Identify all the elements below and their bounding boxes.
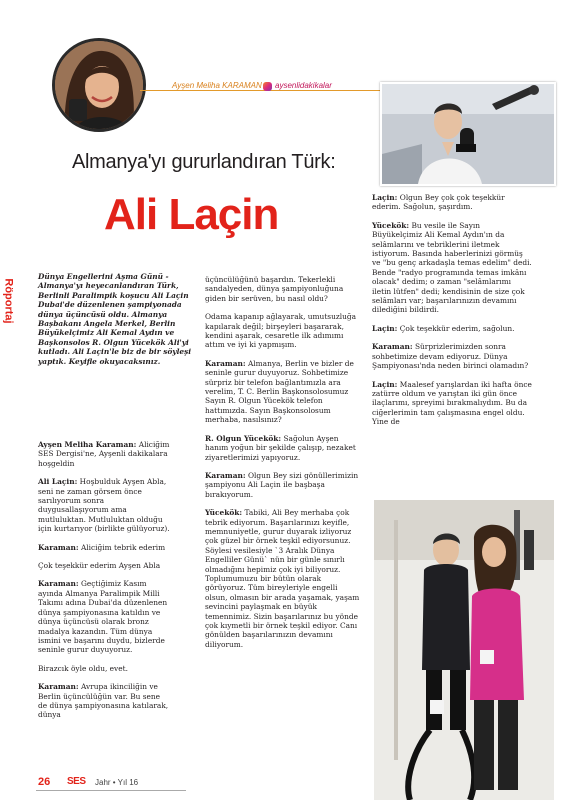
article-title: Ali Laçin bbox=[104, 190, 279, 239]
author-name: Ayşen Meliha KARAMAN bbox=[172, 81, 262, 90]
author-portrait bbox=[52, 38, 146, 132]
footer-rule bbox=[36, 790, 186, 791]
paragraph: Ali Laçin: Hoşbulduk Ayşen Abla, seni ne zaman görsem önce sarılıyorum sonra duygusallaşıyorum ama mutluluktan. Mutluluktan olduğu için kurtarıyor (birlikte gülüyoruz). bbox=[38, 477, 170, 534]
instagram-icon bbox=[263, 82, 272, 91]
paragraph: Yücekök: Bu vesile ile Sayın Büyükelçimiz Ali Kemal Aydın'ın da selâmlarını ve tebriklerini iletmek istiyorum. Basında haberlerinizi görmüş ve "bu genç arkadaşla temas edelim" dedi. Bende "radyo programında temas imkânı olacak" dedim; o zaman "selâmlarımı iletin lütfen" dedi; kendisinin de size çok selâmları var; başarılarınızın devamını dilediğini bildirdi. bbox=[372, 220, 532, 315]
paragraph: Karaman: Avrupa ikinciliğin ve Berlin üçüncülüğün var. Bu sene de dünya şampiyonasına katılarak, dünya bbox=[38, 682, 169, 720]
instagram-handle: aysenlidakikalar bbox=[275, 81, 332, 90]
column-3 bbox=[372, 193, 532, 436]
paragraph: Karaman: Almanya, Berlin ve bizler de seninle gurur duyuyoruz. Sohbetimize sürpriz bir telefon bağlantımızla ara verelim, T. C. Berlin Başkonsolosumuz Sayın R. Olgun Yücekök telefon hattımızda. Sayın Başkonsolosum merhaba, nasılsınız? bbox=[205, 358, 354, 425]
section-label-text: Röportaj bbox=[2, 278, 15, 324]
article-kicker: Almanya'yı gururlandıran Türk: bbox=[72, 151, 336, 173]
paragraph: Laçin: Çok teşekkür ederim, sağolun. bbox=[372, 323, 515, 333]
article-intro: Dünya Engellerini Aşma Günü - Almanya'yı heyecanlandıran Türk, Berlinli Paralimpik koşucu Ali Laçin Dubai'de düzenlenen şampiyonada dünya üçüncüsü oldu. Almanya Başbakanı Angela Merkel, Berlin Büyükelçimiz Ali Kemal Aydın ve Başkonsolos R. Olgun Yücekök Ali'yi kutladı. Ali Laçin'le biz de bir söyleşi yaptık. Keyifle okuyacaksınız. bbox=[38, 272, 192, 366]
paragraph: Çok teşekkür ederim Ayşen Abla bbox=[38, 561, 161, 571]
runners-photo bbox=[374, 500, 554, 800]
paragraph: Odama kapanıp ağlayarak, umutsuzluğa kapılarak değil; birşeyleri başararak, kendini aşarak, cesaretle ilk adımımı attım ve iyi ki yapmışım. bbox=[205, 312, 356, 350]
paragraph: Laçin: Maalesef yarışlardan iki hafta önce zatürre oldum ve yarıştan iki gün önce ilaçlarımı, spreyimi bırakmalıydım. Bu da ciğerlerimin tam çalışmasına engel oldu. Yine de bbox=[372, 379, 532, 427]
paragraph: R. Olgun Yücekök: Sağolun Ayşen hanım yoğun bir şekilde çalışıp, nezaket ziyaretlerimizi yapıyoruz. bbox=[205, 433, 356, 462]
section-label bbox=[2, 273, 20, 333]
paragraph: Birazcık öyle oldu, evet. bbox=[38, 663, 128, 673]
column-1 bbox=[38, 440, 171, 729]
paragraph: Karaman: Sürprizlerimizden sonra sohbetimize devam ediyoruz. Dünya Şampiyonası'nda neden birinci olamadın? bbox=[372, 342, 529, 371]
paragraph: üçüncülüğünü başardın. Tekerlekli sandalyeden, dünya şampiyonluğuna giden bir serüven, bu nasıl oldu? bbox=[205, 275, 344, 303]
paragraph: Laçin: Olgun Bey çok çok teşekkür ederim. Sağolun, şaşırdım. bbox=[372, 193, 505, 212]
studio-photo bbox=[380, 82, 556, 186]
issue-info: Jahr • Yıl 16 bbox=[95, 778, 139, 787]
page-number: 26 bbox=[38, 776, 51, 788]
paragraph: Yücekök: Tabiki, Ali Bey merhaba çok tebrik ediyorum. Başarılarınızı keyifle, memnuniyetle, gurur duyarak izliyoruz çok güzel bir örnek teşkil ediyorsunuz. Söylesi vesilesiyle `3 Aralık Dünya Engelliler Günü` nün bir günle sınırlı olmadığını hepimiz çok iyi biliyoruz. Toplumumuzu bir bütün olarak görüyoruz. Tüm bireyleriyle engelli olsun, olmasın bir arada yaşamak, yaşam sevincini paylaşmak en büyük temennimiz. Sizin başarılarınız bu yönde çok kıymetli bir örnek teşkil ediyor. Canı gönülden başarılarınızın devamını diliyorum. bbox=[205, 508, 360, 649]
magazine-logo: SES bbox=[67, 776, 86, 787]
paragraph: Karaman: Geçtiğimiz Kasım ayında Almanya Paralimpik Milli Takımı adına Dubai'da düzenlenen dünya şampiyonasına katıldın ve dünya üçüncüsü olarak bronz madalya kazandın. Tüm dünya ismini ve başarını duydu, bizlerde seninle gurur duyuyoruz. bbox=[38, 579, 168, 655]
paragraph: Karaman: Olgun Bey sizi gönüllerimizin şampiyonu Ali Laçin ile başbaşa bırakıyorum. bbox=[205, 470, 359, 499]
header-rule bbox=[140, 90, 380, 91]
column-2 bbox=[205, 275, 360, 658]
paragraph: Ayşen Meliha Karaman: Aliciğim SES Dergisi'ne, Ayşenli dakikalara hoşgeldin bbox=[38, 440, 170, 468]
paragraph: Karaman: Aliciğim tebrik ederim bbox=[38, 542, 166, 552]
